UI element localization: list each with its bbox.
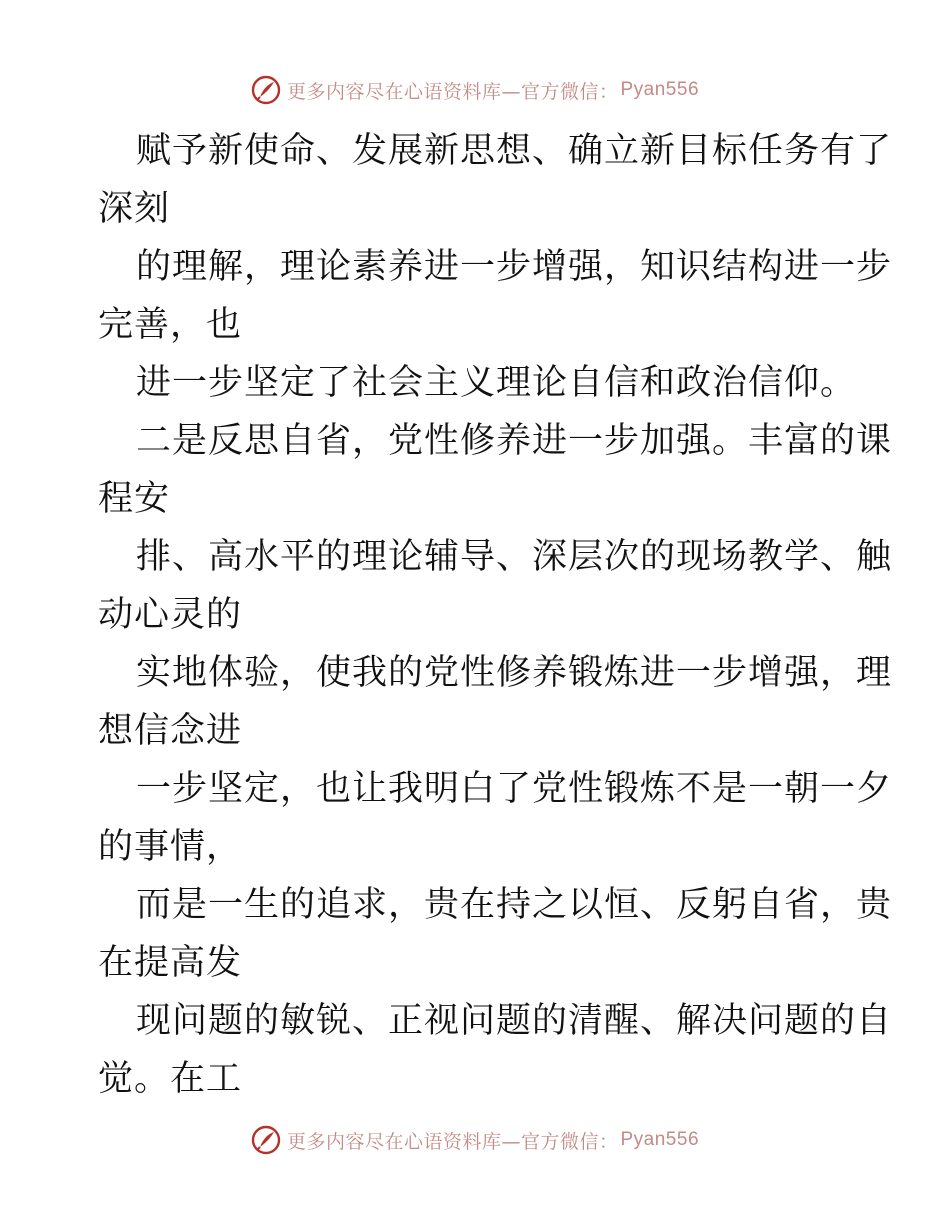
paragraph-line xyxy=(98,412,893,528)
line-first: 进一步坚定了社会主义理论自信和政治信仰。 xyxy=(136,363,857,403)
watermark-wechat-id: Pyan556 xyxy=(620,79,700,100)
document-body xyxy=(98,122,893,1108)
line-first: 现问题的敏锐、正视问题的清醒、解决问题的自 xyxy=(136,1001,893,1041)
line-first: 二是反思自省，党性修养进一步加强。丰富的课 xyxy=(136,421,893,461)
line-rest: 觉。在工 xyxy=(98,1059,243,1099)
line-rest: 完善，也 xyxy=(98,305,243,345)
line-first: 赋予新使命、发展新思想、确立新目标任务有了 xyxy=(136,131,893,171)
line-first: 的理解，理论素养进一步增强，知识结构进一步 xyxy=(136,247,893,287)
paragraph-line xyxy=(98,354,858,412)
line-rest: 想信念进 xyxy=(98,711,243,751)
watermark-wechat-id: Pyan556 xyxy=(620,1129,700,1150)
line-first: 一步坚定，也让我明白了党性锻炼不是一朝一夕 xyxy=(136,769,893,809)
paragraph-line xyxy=(98,760,893,876)
line-first: 排、高水平的理论辅导、深层次的现场教学、触 xyxy=(136,537,893,577)
line-rest: 程安 xyxy=(98,479,171,519)
line-first: 实地体验，使我的党性修养锻炼进一步增强，理 xyxy=(136,653,893,693)
paragraph-line xyxy=(98,992,893,1108)
watermark-text: 更多内容尽在心语资料库—官方微信： xyxy=(286,80,619,103)
header-watermark xyxy=(0,72,950,108)
paragraph-line xyxy=(98,238,893,354)
feather-pen-icon xyxy=(251,1125,281,1155)
paragraph-line xyxy=(98,528,893,644)
line-first: 而是一生的追求，贵在持之以恒、反躬自省，贵 xyxy=(136,885,893,925)
paragraph-line xyxy=(98,876,893,992)
feather-pen-icon xyxy=(251,75,281,105)
line-rest: 动心灵的 xyxy=(98,595,243,635)
watermark-text: 更多内容尽在心语资料库—官方微信： xyxy=(286,1130,619,1153)
paragraph-line xyxy=(98,644,893,760)
paragraph-line xyxy=(98,122,893,238)
line-rest: 在提高发 xyxy=(98,943,243,983)
line-rest: 的事情， xyxy=(98,827,243,867)
footer-watermark xyxy=(0,1122,950,1158)
line-rest: 深刻 xyxy=(98,189,171,229)
